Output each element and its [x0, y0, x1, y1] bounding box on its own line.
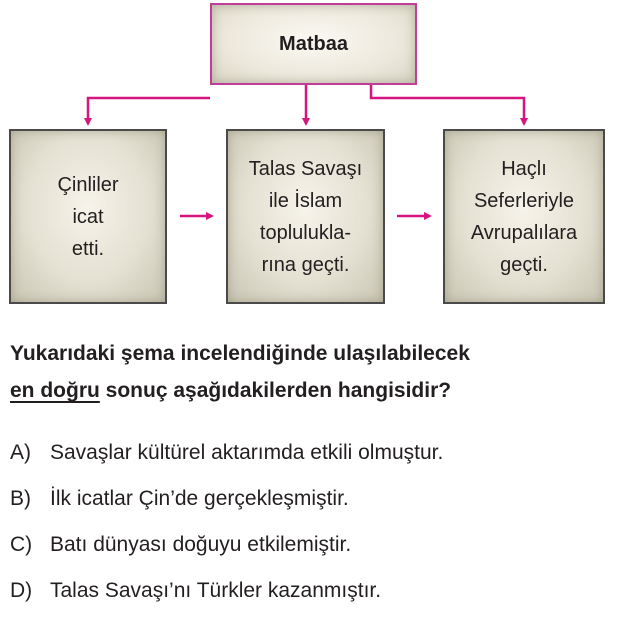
question-line-1: Yukarıdaki şema incelendiğinde ulaşılabilecek: [10, 342, 470, 365]
child-node-label: [467, 153, 581, 281]
option-c[interactable]: [10, 533, 351, 557]
option-letter: D): [10, 579, 33, 602]
child-node-line: topluluklа-: [259, 221, 352, 244]
child-node-label: [53, 169, 122, 265]
option-text: Talas Savaşı’nı Türkler kazanmıştır.: [50, 579, 382, 602]
root-node-matbaa: [210, 3, 417, 85]
question-line-2: [10, 372, 615, 409]
child-node-line: geçti.: [500, 253, 548, 276]
option-text: İlk icatlar Çin’de gerçekleşmiştir.: [50, 487, 349, 510]
child-node-line: etti.: [71, 237, 105, 260]
child-node-label: [245, 153, 366, 281]
root-node-label: Matbaa: [279, 32, 348, 55]
child-node-line: Çinliler: [57, 173, 119, 196]
child-node-line: Seferleriyle: [473, 189, 575, 212]
child-node-line: Avrupalılara: [470, 221, 578, 244]
option-letter: A): [10, 441, 31, 464]
child-node-cinliler: [9, 129, 167, 304]
child-node-line: Talas Savaşı: [248, 157, 363, 180]
child-node-line: ile İslam: [268, 189, 343, 212]
child-node-line: icat: [72, 205, 104, 228]
option-d[interactable]: [10, 579, 381, 603]
option-letter: C): [10, 533, 33, 556]
option-text: Savaşlar kültürel aktarımda etkili olmuştur.: [50, 441, 444, 464]
option-a[interactable]: [10, 441, 443, 465]
question-text: [10, 335, 615, 409]
question-line-2-rest: sonuç aşağıdakilerden hangisidir?: [99, 379, 452, 402]
connector-root-to-left: [88, 98, 210, 124]
option-b[interactable]: [10, 487, 349, 511]
connector-root-to-right: [371, 85, 524, 124]
child-node-talas: [226, 129, 385, 304]
child-node-hacli: [443, 129, 605, 304]
child-node-line: Haçlı: [501, 157, 547, 180]
question-emphasis: en doğru: [10, 379, 100, 402]
option-text: Batı dünyası doğuyu etkilemiştir.: [50, 533, 352, 556]
child-node-line: rına geçti.: [261, 253, 350, 276]
option-letter: B): [10, 487, 31, 510]
